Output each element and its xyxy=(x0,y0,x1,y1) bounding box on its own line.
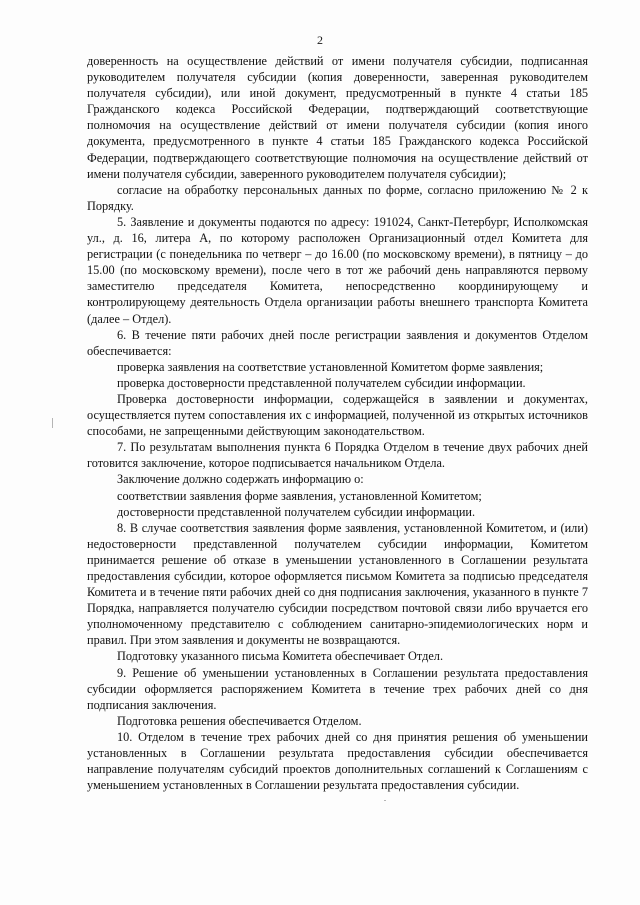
paragraph: Подготовка решения обеспечивается Отделом. xyxy=(117,713,362,728)
paragraph: доверенность на осуществление действий от имени получателя субсидии, подписанная руководителем получателя субсидии (копия доверенности, заверенная руководителем получателя субсидии), или иной документ, предусмотренный в пункте 4 статьи 185 Гражданского кодекса Российской Федерации, подтверждающий соответствующие полномочия на осуществление действий от имени получателя субсидии (копия иного документа, предусмотренного в пункте 4 статьи 185 Гражданского кодекса Российской Федерации, подтверждающего соответствующие полномочия на осуществление действий от имени получателя субсидии, заверенного руководителем получателя субсидии); xyxy=(87,54,588,181)
paragraph: проверка достоверности представленной получателем субсидии информации. xyxy=(117,375,526,390)
scan-artifact xyxy=(384,800,386,801)
document-body xyxy=(87,53,588,793)
scan-artifact xyxy=(52,418,53,428)
paragraph: достоверности представленной получателем субсидии информации. xyxy=(117,504,476,519)
paragraph: 6. В течение пяти рабочих дней после регистрации заявления и документов Отделом обеспечивается: xyxy=(87,327,588,358)
paragraph: Заключение должно содержать информацию о: xyxy=(117,472,364,487)
paragraph: 9. Решение об уменьшении установленных в Соглашении результата предоставления субсидии оформляется распоряжением Комитета в течение трех рабочих дней со дня подписания заключения. xyxy=(87,665,588,712)
paragraph: 7. По результатам выполнения пункта 6 Порядка Отделом в течение двух рабочих дней готовится заключение, которое подписывается начальником Отдела. xyxy=(87,440,588,471)
paragraph: согласие на обработку персональных данных по форме, согласно приложению № 2 к Порядку. xyxy=(87,182,588,213)
paragraph: 8. В случае соответствия заявления форме заявления, установленной Комитетом, и (или) недостоверности представленной получателем субсидии информации, Комитетом принимается решение об отказе в уменьшении установленного в Соглашении результата предоставления субсидии, которое оформляется письмом Комитета за подписью председателя Комитета и в течение пяти рабочих дней со дня подписания заключения, указанного в пункте 7 Порядка, направляется получателю субсидии посредством почтовой связи либо вручается его уполномоченному представителю с соблюдением санитарно-эпидемиологических норм и правил. При этом заявления и документы не возвращаются. xyxy=(87,520,588,648)
paragraph: соответствии заявления форме заявления, установленной Комитетом; xyxy=(117,488,482,503)
page-number: 2 xyxy=(317,33,323,47)
paragraph: Проверка достоверности информации, содержащейся в заявлении и документах, осуществляется путем сопоставления их с информацией, полученной из открытых источников способами, не запрещенными действующим законодательством. xyxy=(87,391,588,439)
paragraph: 10. Отделом в течение трех рабочих дней со дня принятия решения об уменьшении установленных в Соглашении результата предоставления субсидии обеспечивается направление получателям субсидий проектов дополнительных соглашений к Соглашениям с уменьшением установленных в Соглашении результата предоставления субсидии. xyxy=(87,729,588,793)
paragraph: Подготовку указанного письма Комитета обеспечивает Отдел. xyxy=(117,649,444,664)
paragraph: проверка заявления на соответствие установленной Комитетом форме заявления; xyxy=(117,359,544,374)
paragraph: 5. Заявление и документы подаются по адресу: 191024, Санкт-Петербург, Исполкомская ул., д. 16, литера А, по которому расположен Организационный отдел Комитета для регистрации (с понедельника по четверг – до 16.00 (по московскому времени), в пятницу – до 15.00 (по московскому времени), после чего в тот же рабочий день направляются первому заместителю председателя Комитета, непосредственно координирующему и контролирующему деятельность Отдела организации работы внешнего транспорта Комитета (далее – Отдел). xyxy=(87,214,588,326)
